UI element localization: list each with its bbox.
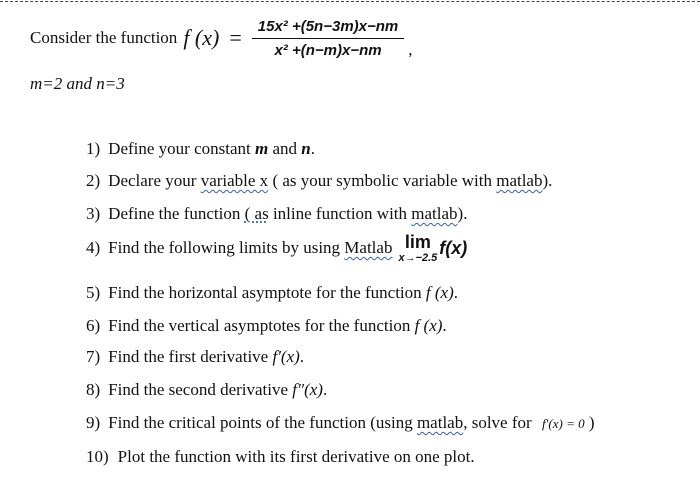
spellcheck-variable-x: variable x — [200, 171, 269, 190]
function-symbol: f (x) — [414, 316, 443, 335]
task-text: Find the first derivative — [108, 347, 273, 366]
task-text: Find the following limits by using — [108, 238, 345, 257]
spellcheck-matlab: matlab — [416, 413, 464, 432]
task-5 — [86, 283, 458, 303]
equals-sign: = — [229, 25, 242, 50]
spellcheck-as: ( as — [244, 204, 269, 223]
critical-point-equation: f′(x) = 0 — [541, 416, 585, 431]
task-text: ). — [542, 171, 553, 190]
task-text: ). — [457, 204, 468, 223]
function-symbol: f (x) — [183, 25, 220, 50]
task-text: Find the critical points of the function (using — [108, 413, 417, 432]
task-text: Find the vertical asymptotes for the function — [108, 316, 415, 335]
task-number: 2) — [86, 171, 101, 190]
limit-approach: x→−2.5 — [398, 252, 438, 264]
second-derivative-symbol: f″(x) — [292, 380, 323, 399]
task-9 — [86, 413, 595, 433]
function-definition — [30, 10, 413, 66]
spellcheck-matlab: matlab — [496, 171, 543, 190]
constant-n: n — [301, 139, 311, 158]
task-text: inline function with — [268, 204, 412, 223]
task-text: . — [442, 316, 447, 335]
spellcheck-matlab: Matlab — [344, 238, 393, 257]
task-text: Declare your — [108, 171, 201, 190]
limit-function: f(x) — [439, 238, 468, 258]
top-divider — [0, 1, 700, 2]
task-text: . — [299, 347, 305, 366]
task-text: Define your constant — [108, 139, 255, 158]
task-text: , solve for — [463, 413, 536, 432]
fraction-denominator: x² +(n−m)x−nm — [274, 41, 382, 59]
constant-m: m — [255, 139, 269, 158]
task-7 — [86, 347, 304, 367]
limit-expression — [398, 232, 437, 264]
intro-comma: , — [408, 40, 413, 59]
task-text: ) — [584, 413, 595, 432]
task-number: 10) — [86, 447, 109, 466]
task-3 — [86, 204, 467, 224]
task-2 — [86, 171, 552, 191]
limit-operator: lim — [404, 232, 431, 252]
task-number: 7) — [86, 347, 101, 366]
task-number: 9) — [86, 413, 101, 432]
task-8 — [86, 380, 327, 400]
first-derivative-symbol: f′(x) — [272, 347, 300, 366]
intro-lead: Consider the function — [30, 28, 178, 47]
parameter-values: m=2 and n=3 — [30, 74, 125, 93]
fraction-numerator: 15x² +(5n−3m)x−nm — [252, 18, 405, 39]
task-number: 5) — [86, 283, 101, 302]
task-text: ( as your symbolic variable with — [268, 171, 497, 190]
rational-fraction — [252, 18, 405, 59]
task-text: Define the function — [108, 204, 245, 223]
task-1 — [86, 139, 315, 159]
task-number: 3) — [86, 204, 101, 223]
function-symbol: f (x) — [425, 283, 454, 302]
task-number: 4) — [86, 238, 101, 257]
task-number: 8) — [86, 380, 101, 399]
task-text: and — [268, 139, 302, 158]
task-text: Find the horizontal asymptote for the function — [108, 283, 426, 302]
task-text: . — [322, 380, 328, 399]
spellcheck-matlab: matlab — [411, 204, 458, 223]
task-number: 6) — [86, 316, 101, 335]
task-10 — [86, 447, 475, 467]
task-6 — [86, 316, 447, 336]
task-text: Plot the function with its first derivative on one plot. — [117, 447, 475, 466]
task-text: . — [310, 139, 315, 158]
task-text: . — [453, 283, 459, 302]
task-4 — [86, 232, 468, 264]
task-number: 1) — [86, 139, 101, 158]
task-text: Find the second derivative — [108, 380, 293, 399]
